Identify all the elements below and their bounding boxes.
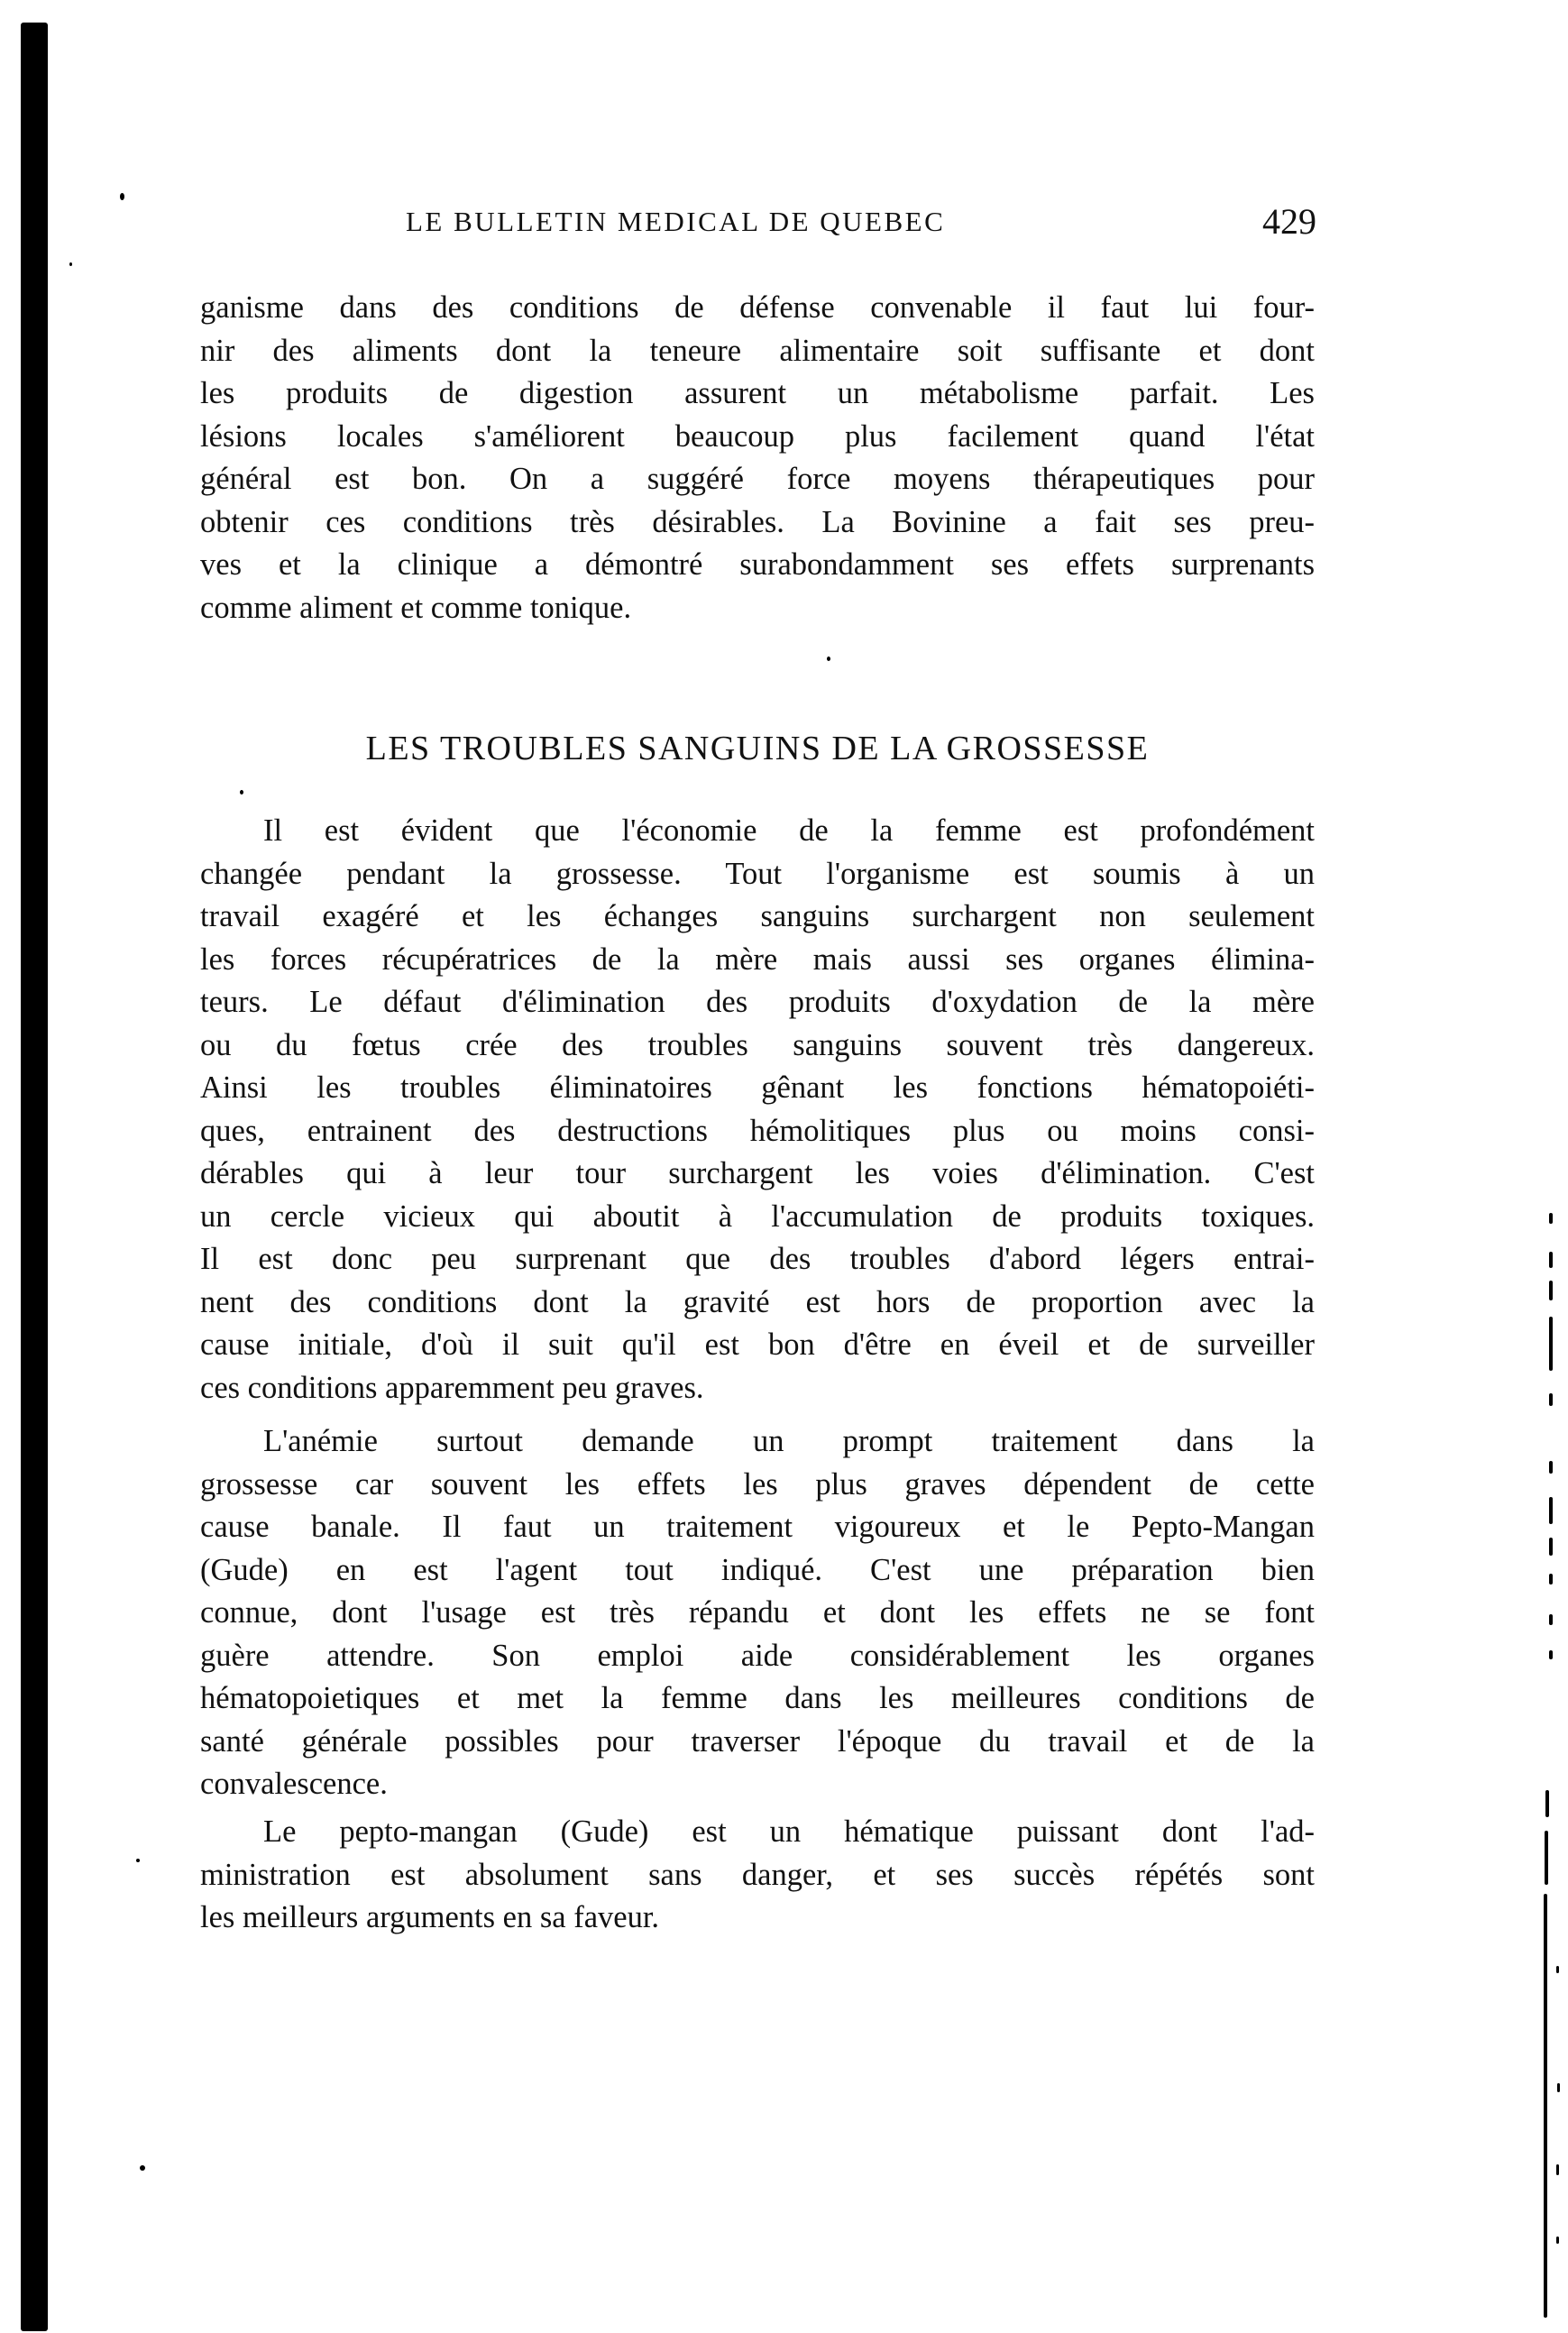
text-line: ques, entrainent des destructions hémolitiques plus ou moins consi- [200,1113,1315,1148]
text-line: ganisme dans des conditions de défense convenable il faut lui four- [200,290,1315,325]
scan-speck [140,2165,145,2171]
scan-margin-noise [1549,1317,1553,1371]
text-line: général est bon. On a suggéré force moyens thérapeutiques pour [200,462,1315,496]
article-title: LES TROUBLES SANGUINS DE LA GROSSESSE [365,730,1150,767]
scan-margin-noise [1556,2237,1559,2244]
text-line: Ainsi les troubles éliminatoires gênant les fonctions hématopoiéti- [200,1070,1315,1105]
text-line: dérables qui à leur tour surchargent les voies d'élimination. C'est [200,1156,1315,1190]
text-line: grossesse car souvent les effets les plus graves dépendent de cette [200,1466,1315,1502]
text-line: santé générale possibles pour traverser l'époque du travail et de la [200,1723,1315,1759]
text-line: guère attendre. Son emploi aide considérablement les organes [200,1638,1315,1673]
page-binding-edge [21,23,48,2331]
scan-margin-noise [1549,1614,1553,1625]
scan-margin-noise [1545,1790,1549,1817]
text-line: Il est évident que l'économie de la femme est profondément [263,813,1315,848]
scan-margin-noise [1549,1650,1553,1659]
scan-margin-noise [1549,1461,1553,1474]
scan-margin-noise [1549,1574,1553,1584]
text-line: changée pendant la grossesse. Tout l'organisme est soumis à un [200,856,1315,891]
text-line: les meilleurs arguments en sa faveur. [200,1900,660,1934]
text-line: cause initiale, d'où il suit qu'il est bon d'être en éveil et de surveiller [200,1327,1315,1362]
text-line: cause banale. Il faut un traitement vigoureux et le Pepto-Mangan [200,1510,1315,1544]
text-line: ministration est absolument sans danger, et ses succès répétés sont [200,1857,1315,1892]
scan-margin-noise [1545,1831,1548,1885]
text-line: travail exagéré et les échanges sanguins surchargent non seulement [200,899,1315,933]
scan-margin-noise [1549,1393,1553,1406]
continued-paragraph [200,287,1315,629]
text-line: ou du fœtus crée des troubles sanguins souvent très dangereux. [200,1027,1315,1062]
text-line: nir des aliments dont la teneure alimentaire soit suffisante et dont [200,333,1315,368]
scan-margin-noise [1549,1213,1553,1224]
text-line: les produits de digestion assurent un métabolisme parfait. Les [200,376,1315,410]
page-number: 429 [1262,201,1316,242]
journal-title: LE BULLETIN MEDICAL DE QUEBEC [406,206,946,237]
text-line: Il est donc peu surprenant que des troubles d'abord légers entrai- [200,1242,1315,1276]
scan-speck [120,193,124,200]
text-line: lésions locales s'améliorent beaucoup plus facilement quand l'état [200,418,1315,454]
text-line: L'anémie surtout demande un prompt traitement dans la [263,1424,1315,1458]
scan-margin-noise [1549,1538,1553,1556]
text-line: teurs. Le défaut d'élimination des produits d'oxydation de la mère [200,985,1315,1019]
scan-speck [39,2002,41,2015]
text-line: les forces récupératrices de la mère mais aussi ses organes élimina- [200,941,1315,977]
scan-margin-noise [1549,1281,1553,1300]
text-line: ves et la clinique a démontré surabondamment ses effets surprenants [200,547,1315,582]
scan-speck [240,790,243,795]
article-paragraph [200,1811,1315,1940]
scan-margin-noise [1544,1894,1547,2318]
text-line: (Gude) en est l'agent tout indiqué. C'est une préparation bien [200,1552,1315,1587]
article-paragraph [200,1420,1315,1806]
text-line: ces conditions apparemment peu graves. [200,1370,704,1405]
text-line: obtenir ces conditions très désirables. La Bovinine a fait ses preu- [200,504,1315,539]
scan-margin-noise [1557,2083,1560,2092]
scan-margin-noise [1556,1966,1559,1973]
scan-margin-noise [1556,2164,1559,2175]
scan-margin-noise [1549,1497,1553,1524]
scan-speck [827,657,830,661]
running-head [200,200,1316,242]
text-line: Le pepto-mangan (Gude) est un hématique puissant dont l'ad- [263,1814,1315,1849]
text-line: nent des conditions dont la gravité est hors de proportion avec la [200,1284,1315,1319]
text-line: hématopoietiques et met la femme dans les meilleures conditions de [200,1681,1315,1715]
scan-margin-noise [1549,1252,1553,1268]
text-line: un cercle vicieux qui aboutit à l'accumulation de produits toxiques. [200,1199,1315,1234]
text-line: comme aliment et comme tonique. [200,590,632,625]
article-paragraph [200,810,1315,1410]
text-line: convalescence. [200,1767,388,1801]
text-line: connue, dont l'usage est très répandu et dont les effets ne se font [200,1595,1315,1630]
scan-speck [69,262,72,266]
scan-speck [136,1859,140,1862]
